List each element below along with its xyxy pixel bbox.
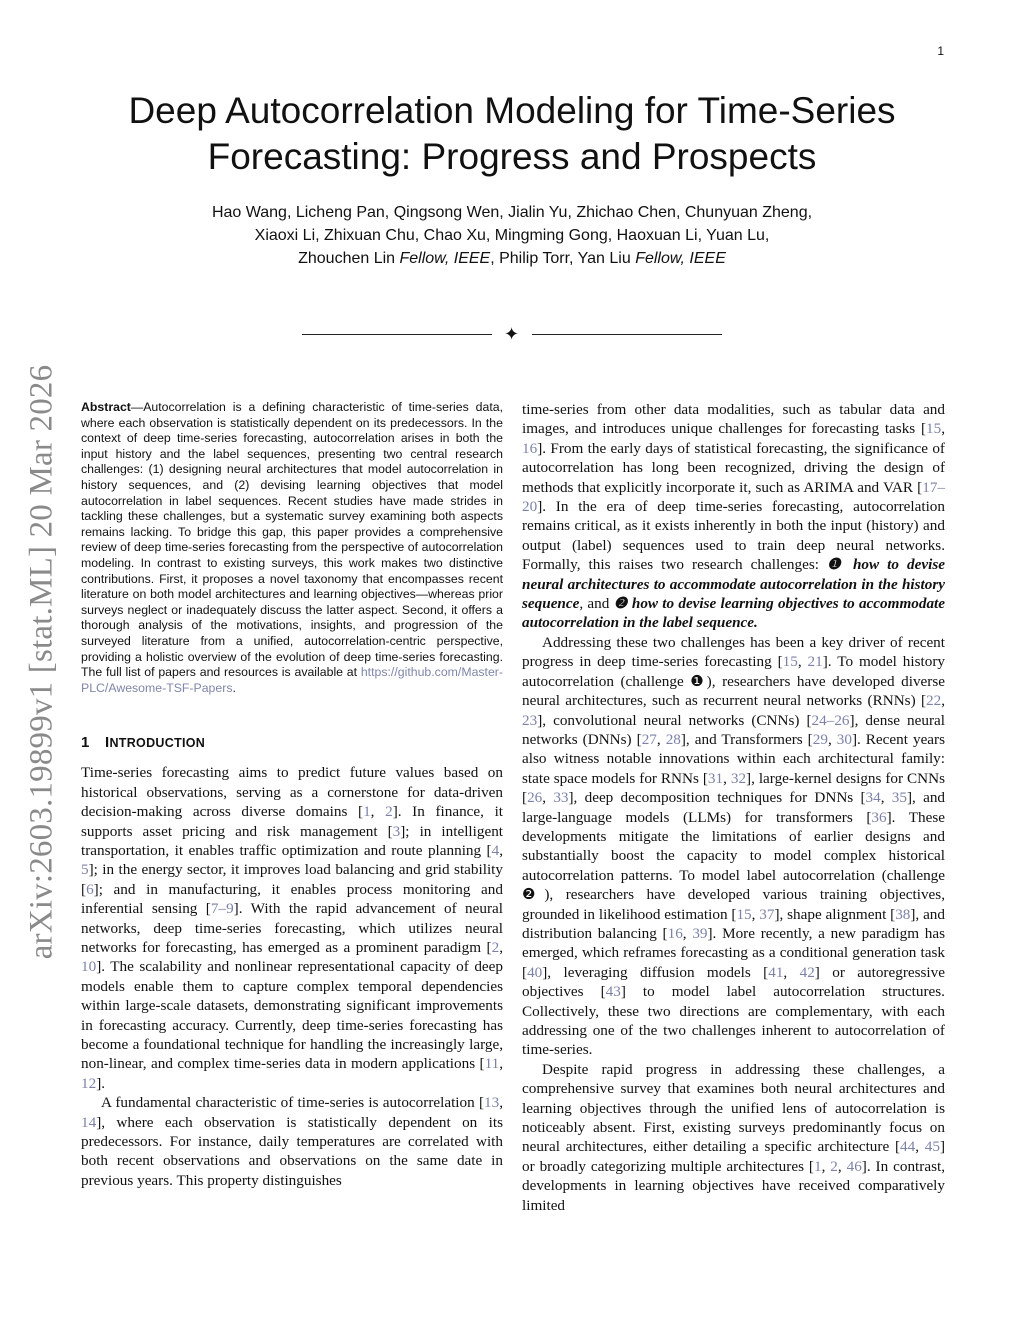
arxiv-identifier: arXiv:2603.19899v1 [stat.ML] 20 Mar 2026 [23, 364, 60, 960]
citation-link[interactable]: 45 [924, 1138, 940, 1156]
citation-link[interactable]: 39 [692, 924, 708, 942]
citation-link[interactable]: 46 [846, 1157, 862, 1175]
left-column [81, 400, 503, 1190]
author-text: Zhouchen Lin [298, 250, 400, 267]
citation-link[interactable]: 17–20 [522, 478, 945, 516]
citation-link[interactable]: 42 [799, 963, 815, 981]
right-column [522, 400, 945, 1215]
citation-link[interactable]: 14 [81, 1113, 97, 1131]
citation-link[interactable]: 13 [484, 1094, 500, 1112]
citation-link[interactable]: 2 [491, 938, 500, 956]
emphasized-challenge: ❷ how to devise learning objectives to accommodate autocorrelation in the label sequence. [522, 595, 945, 632]
citation-link[interactable]: 33 [553, 789, 569, 807]
citation-link[interactable]: 34 [865, 789, 881, 807]
citation-link[interactable]: 27 [641, 730, 657, 748]
citation-link[interactable]: 22 [926, 692, 942, 710]
section-number: 1 [81, 734, 90, 752]
divider-star-icon: ✦ [504, 324, 520, 344]
citation-link[interactable]: 7–9 [210, 900, 234, 918]
citation-link[interactable]: 32 [730, 769, 747, 787]
citation-link[interactable]: 15 [736, 905, 752, 923]
citation-link[interactable]: 26 [527, 789, 543, 807]
citation-link[interactable]: 2 [830, 1157, 838, 1175]
citation-link[interactable]: 3 [392, 822, 401, 840]
citation-link[interactable]: 36 [871, 808, 887, 826]
citation-link[interactable]: 1 [363, 803, 371, 821]
citation-link[interactable]: 10 [81, 958, 97, 976]
body-paragraph: time-series from other data modalities, such as tabular data and images, and introduces unique challenges for forecasting tasks [15, 16]. From the early days of statistical forecasting, the significance of autocorrelation has long been recognized, driving the design of methods that explicitly incorporate it, such as ARIMA and VAR [17–20]. In the era of deep time-series forecasting, autocorrelation remains critical, as it exists inherently in both the input (history) and output (label) sequences used to train deep neural networks. Formally, this raises two research challenges: ❶ how to devise neural architectures to accommodate autocorrelation in the history sequence, and ❷ how to devise learning objectives to accommodate autocorrelation in the label sequence. [522, 401, 945, 632]
section-title-initial: I [105, 734, 110, 752]
citation-link[interactable]: 15 [782, 653, 798, 671]
citation-link[interactable]: 43 [605, 983, 621, 1001]
author-line-3 [100, 247, 924, 270]
title-line-1: Deep Autocorrelation Modeling for Time-Series [128, 90, 896, 131]
section-divider [302, 326, 722, 342]
citation-link[interactable]: 15 [926, 420, 942, 438]
author-list [100, 201, 924, 270]
citation-link[interactable]: 1 [813, 1157, 822, 1175]
citation-link[interactable]: 38 [895, 905, 911, 923]
author-fellowship: Fellow, IEEE [635, 250, 726, 267]
author-text: , Philip Torr, Yan Liu [490, 250, 636, 267]
abstract-label: Abstract [81, 400, 131, 414]
citation-link[interactable]: 40 [527, 963, 543, 981]
citation-link[interactable]: 31 [707, 769, 724, 787]
divider-rule-right [532, 334, 722, 335]
citation-link[interactable]: 23 [522, 711, 538, 729]
page-number: 1 [937, 44, 944, 58]
citation-link[interactable]: 5 [81, 861, 89, 879]
abstract-text: —Autocorrelation is a defining characteristic of time-series data, where each observation is statistically dependent on its predecessors. In the context of deep time-series forecasting, autocorrelation arises in both the input history and the label sequences, presenting two central research challenges: (1) designing neural architectures that model autocorrelation in history sequences, and (2) devising learning objectives that model autocorrelation in label sequences. Recent studies have made strides in tackling these challenges, but a systematic survey examining both aspects remains lacking. To bridge this gap, this paper provides a comprehensive review of deep time-series forecasting from the perspective of autocorrelation modeling. In contrast to existing surveys, this work makes two distinctive contributions. First, it proposes a novel taxonomy that encompasses recent literature on both model architectures and learning objectives—whereas prior surveys neglect or inadequately discuss the latter aspect. Second, it offers a thorough analysis of the motivations, insights, and progression of the surveyed literature from a unified, autocorrelation-centric perspective, providing a holistic overview of the evolution of deep time-series forecasting. The full list of papers and resources is available at [81, 400, 503, 680]
citation-link[interactable]: 29 [812, 730, 828, 748]
citation-link[interactable]: 30 [836, 730, 852, 748]
citation-link[interactable]: 6 [86, 880, 94, 898]
citation-link[interactable]: 24–26 [811, 711, 850, 729]
citation-link[interactable]: 35 [891, 789, 907, 807]
citation-link[interactable]: 2 [385, 803, 393, 821]
citation-link[interactable]: 44 [900, 1138, 916, 1156]
citation-link[interactable]: 37 [759, 905, 775, 923]
author-line-1: Hao Wang, Licheng Pan, Qingsong Wen, Jialin Yu, Zhichao Chen, Chunyuan Zheng, [211, 204, 813, 221]
citation-link[interactable]: 4 [491, 841, 500, 859]
section-heading [81, 734, 503, 751]
title-line-2: Forecasting: Progress and Prospects [207, 136, 817, 177]
citation-link[interactable]: 28 [665, 730, 681, 748]
section-title-rest: NTRODUCTION [109, 736, 206, 751]
body-paragraph: A fundamental characteristic of time-series is autocorrelation [13, 14], where each observation is statistically dependent on its predecessors. For instance, daily temperatures are correlated with both recent observations and observations on the same date in previous years. This property distinguishes [81, 1094, 503, 1189]
citation-link[interactable]: 21 [807, 653, 823, 671]
abstract-end: . [232, 680, 236, 695]
repository-link[interactable]: https://github.com/Master-PLC/Awesome-TSF-Papers [81, 665, 503, 695]
abstract [81, 400, 503, 696]
emphasized-challenge: ❶ how to devise neural architectures to accommodate autocorrelation in the history sequence [522, 556, 945, 613]
author-line-2: Xiaoxi Li, Zhixuan Chu, Chao Xu, Mingming Gong, Haoxuan Li, Yuan Lu, [254, 227, 770, 244]
paper-title [60, 88, 964, 180]
citation-link[interactable]: 12 [81, 1074, 97, 1092]
body-paragraph: Addressing these two challenges has been a key driver of recent progress in deep time-series forecasting [15, 21]. To model history autocorrelation (challenge ❶), researchers have developed diverse neural architectures, such as recurrent neural networks (RNNs) [22, 23], convolutional neural networks (CNNs) [24–26], dense neural networks (DNNs) [27, 28], and Transformers [29, 30]. Recent years also witness notable innovations within each architectural family: state space models for RNNs [31, 32], large-kernel designs for CNNs [26, 33], deep decomposition techniques for DNNs [34, 35], and large-language models (LLMs) for transformers [36]. These developments mitigate the limitations of earlier designs and substantially boost the capacity to model complex historical autocorrelation patterns. To model label autocorrelation (challenge ❷), researchers have developed various training objectives, grounded in likelihood estimation [15, 37], shape alignment [38], and distribution balancing [16, 39]. More recently, a new paradigm has emerged, which reframes forecasting as a conditional generation task [40], leveraging diffusion models [41, 42] or autoregressive objectives [43] to model label autocorrelation structures. Collectively, these two directions are complementary, with each addressing one of the two challenges inherent to autocorrelation of time-series. [522, 633, 946, 1059]
body-paragraph: Despite rapid progress in addressing these challenges, a comprehensive survey that examines both neural architectures and learning objectives through the unified lens of autocorrelation is noticeably absent. First, existing surveys predominantly focus on neural architectures, either detailing a specific architecture [44, 45] or broadly categorizing multiple architectures [1, 2, 46]. In contrast, developments in learning objectives have received comparatively limited [522, 1060, 946, 1214]
citation-link[interactable]: 11 [484, 1055, 500, 1073]
divider-rule-left [302, 334, 492, 335]
body-paragraph: Time-series forecasting aims to predict future values based on historical observations, serving as a cornerstone for data-driven decision-making across diverse domains [1, 2]. In finance, it supports asset pricing and risk management [3]; in intelligent transportation, it enables traffic optimization and route planning [4, 5]; in the energy sector, it improves load balancing and grid stability [6]; and in manufacturing, it enables process monitoring and inferential sensing [7–9]. With the rapid advancement of neural networks, deep time-series forecasting, which utilizes neural networks for forecasting, has emerged as a prominent paradigm [2, 10]. The scalability and nonlinear representational capacity of deep models enable them to capture complex temporal dependencies within large-scale datasets, demonstrating significant improvements in forecasting accuracy. Currently, deep time-series forecasting has become a foundational technique for handling the increasingly large, non-linear, and complex time-series data in modern applications [11, 12]. [81, 764, 504, 1092]
citation-link[interactable]: 16 [667, 924, 683, 942]
citation-link[interactable]: 16 [522, 439, 538, 457]
citation-link[interactable]: 41 [768, 963, 784, 981]
author-fellowship: Fellow, IEEE [399, 250, 491, 267]
